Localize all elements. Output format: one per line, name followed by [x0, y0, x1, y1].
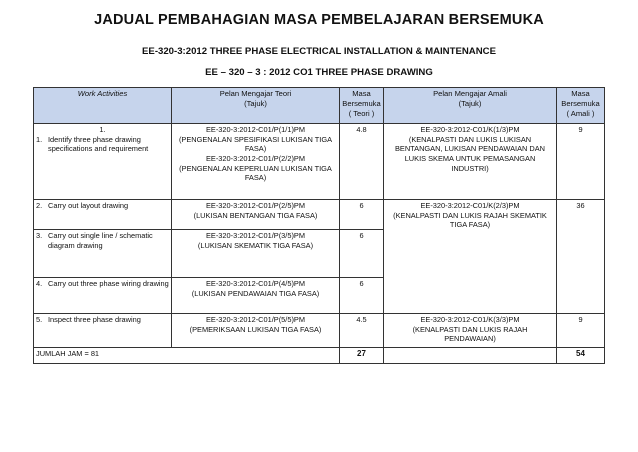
activity-text: Carry out single line / schematic diagram drawing [48, 231, 153, 250]
activity-text: Inspect three phase drawing [48, 315, 141, 324]
activity-number-header: 1. [99, 125, 106, 134]
document-subtitle-co: EE – 320 – 3 : 2012 CO1 THREE PHASE DRAWING [205, 67, 433, 78]
amali-merged-cell: EE-320-3:2012-C01/K(2/3)PM (KENALPASTI DAN LUKIS RAJAH SKEMATIK TIGA FASA) [384, 200, 557, 314]
teori-cell: EE-320-3:2012-C01/P(5/5)PM (PEMERIKSAAN LUKISAN TIGA FASA) [172, 314, 340, 348]
masa-amali-cell: 9 [557, 124, 605, 200]
activity-number: 4. [36, 279, 43, 288]
document-title: JADUAL PEMBAHAGIAN MASA PEMBELAJARAN BERSEMUKA [94, 12, 544, 28]
activity-cell [34, 230, 172, 278]
total-row [34, 348, 605, 364]
activity-number: 5. [36, 315, 43, 324]
total-amali: 54 [557, 348, 605, 364]
teori-cell: EE-320-3:2012-C01/P(4/5)PM (LUKISAN PENDAWAIAN TIGA FASA) [172, 278, 340, 314]
amali-cell: EE-320-3:2012-C01/K(3/3)PM (KENALPASTI DAN LUKIS RAJAH PENDAWAIAN) [384, 314, 557, 348]
total-teori: 27 [340, 348, 384, 364]
table-row [34, 200, 605, 230]
masa-teori-cell: 4.8 [340, 124, 384, 200]
activity-cell [34, 314, 172, 348]
activity-text: Carry out layout drawing [48, 201, 129, 210]
table-row [34, 314, 605, 348]
activity-cell [34, 200, 172, 230]
table-row [34, 124, 605, 200]
masa-teori-cell: 6 [340, 230, 384, 278]
activity-text: Identify three phase drawing specifications and requirement [48, 134, 149, 154]
amali-cell: EE-320-3:2012-C01/K(1/3)PM (KENALPASTI DAN LUKIS LUKISAN BENTANGAN, LUKISAN PENDAWAIAN DAN LUKIS SKEMA UNTUK PEMASANGAN INDUSTRI) [384, 124, 557, 200]
total-spacer [384, 348, 557, 364]
header-masa-amali: Masa Bersemuka ( Amali ) [557, 88, 605, 124]
teori-cell: EE-320-3:2012-C01/P(3/5)PM (LUKISAN SKEMATIK TIGA FASA) [172, 230, 340, 278]
activity-number: 3. [36, 231, 43, 240]
activity-number: 2. [36, 201, 43, 210]
activity-text: Carry out three phase wiring drawing [48, 279, 169, 288]
header-masa-teori: Masa Bersemuka ( Teori ) [340, 88, 384, 124]
header-pelan-amali: Pelan Mengajar Amali (Tajuk) [384, 88, 557, 124]
masa-teori-cell: 6 [340, 200, 384, 230]
table-header-row [34, 88, 605, 124]
masa-amali-cell: 9 [557, 314, 605, 348]
document-subtitle-course: EE-320-3:2012 THREE PHASE ELECTRICAL INSTALLATION & MAINTENANCE [142, 46, 496, 57]
activity-cell [34, 278, 172, 314]
teori-cell: EE-320-3:2012-C01/P(1/1)PM (PENGENALAN SPESIFIKASI LUKISAN TIGA FASA) EE-320-3:2012-C01/P(2/2)PM (PENGENALAN KEPERLUAN LUKISAN TIGA FASA) [172, 124, 340, 200]
masa-teori-cell: 4.5 [340, 314, 384, 348]
masa-teori-cell: 6 [340, 278, 384, 314]
teori-cell: EE-320-3:2012-C01/P(2/5)PM (LUKISAN BENTANGAN TIGA FASA) [172, 200, 340, 230]
masa-amali-merged-cell: 36 [557, 200, 605, 314]
schedule-table [33, 87, 605, 364]
activity-number: 1. [36, 134, 43, 144]
header-pelan-teori: Pelan Mengajar Teori (Tajuk) [172, 88, 340, 124]
header-work-activities: Work Activities [34, 88, 172, 124]
activity-cell [34, 124, 172, 200]
total-label: JUMLAH JAM = 81 [34, 348, 340, 364]
